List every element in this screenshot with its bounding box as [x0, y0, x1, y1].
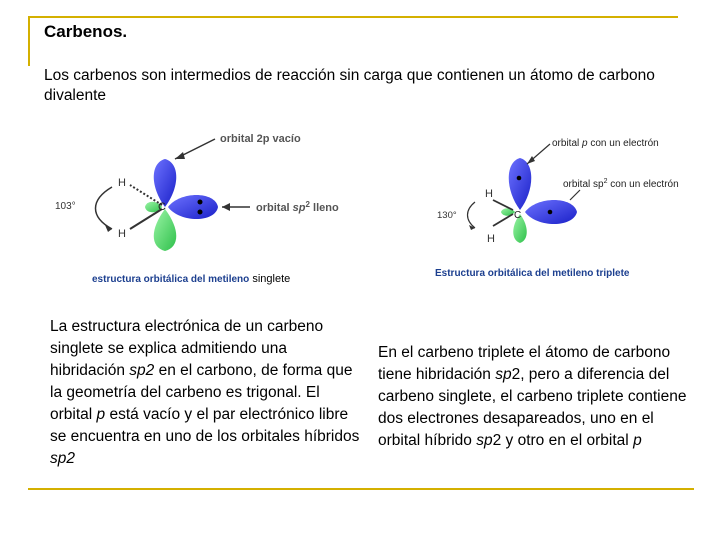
- p-orbital-upper-lobe: [154, 159, 177, 207]
- triplet-caption: Estructura orbitálica del metileno triplete: [435, 268, 630, 279]
- label-sp2-orbital: orbital $sp^2$ con un electrón: [563, 178, 679, 190]
- intro-text: Los carbenos son intermedios de reacción sin carga que contienen un átomo de carbono divalente: [44, 67, 655, 104]
- top-rule: [28, 16, 678, 18]
- atom-c: C: [514, 210, 522, 221]
- slide-title: Carbenos.: [44, 22, 128, 41]
- left-rule: [28, 16, 30, 66]
- triplet-description: En el carbeno triplete el átomo de carbono tiene hibridación sp2, pero a diferencia del carbeno singlete, el carbeno triplete contiene dos electrones desapareados, uno en el orbital híbrido sp2 y otro en el orbital p: [378, 344, 687, 449]
- c-h-bond-upper: [493, 200, 513, 210]
- electron-dot: [517, 176, 522, 181]
- angle-label: 103°: [55, 201, 76, 212]
- atom-h-upper: H: [118, 177, 126, 189]
- p-orbital-lower-lobe: [154, 209, 177, 251]
- triplet-orbital-diagram: [425, 130, 715, 280]
- label-orbital-2p: orbital 2p vacío: [220, 133, 301, 145]
- atom-h-lower: H: [487, 233, 495, 245]
- angle-label: 130°: [437, 210, 457, 221]
- singlet-description: La estructura electrónica de un carbeno singlete se explica admitiendo una hibridación sp2 en el carbono, de forma que la geometría del carbeno es trigonal. El orbital p está vacío y el par electrónico libre se encuentra en uno de los orbitales híbridos sp2: [50, 318, 360, 467]
- electron-dot: [548, 210, 553, 215]
- label-sp2-filled: orbital $sp^2$ lleno: [256, 200, 339, 214]
- electron-dot: [198, 200, 203, 205]
- singlet-orbital-diagram: [50, 125, 360, 290]
- atom-c: C: [158, 201, 166, 213]
- atom-h-upper: H: [485, 188, 493, 200]
- p-orbital-upper-lobe: [509, 158, 532, 210]
- angle-arc: [468, 202, 476, 228]
- atom-h-lower: H: [118, 228, 126, 240]
- angle-arc: [96, 187, 113, 229]
- electron-dot: [198, 210, 203, 215]
- label-p-orbital: orbital p con un electrón: [552, 138, 659, 149]
- singlet-caption: estructura orbitálica del metileno singlete: [92, 273, 291, 285]
- c-h-bond-lower: [493, 214, 513, 226]
- bottom-rule: [28, 488, 694, 490]
- arrow-sp2-orbital: [570, 190, 580, 200]
- sp2-filled-lobe: [168, 195, 218, 219]
